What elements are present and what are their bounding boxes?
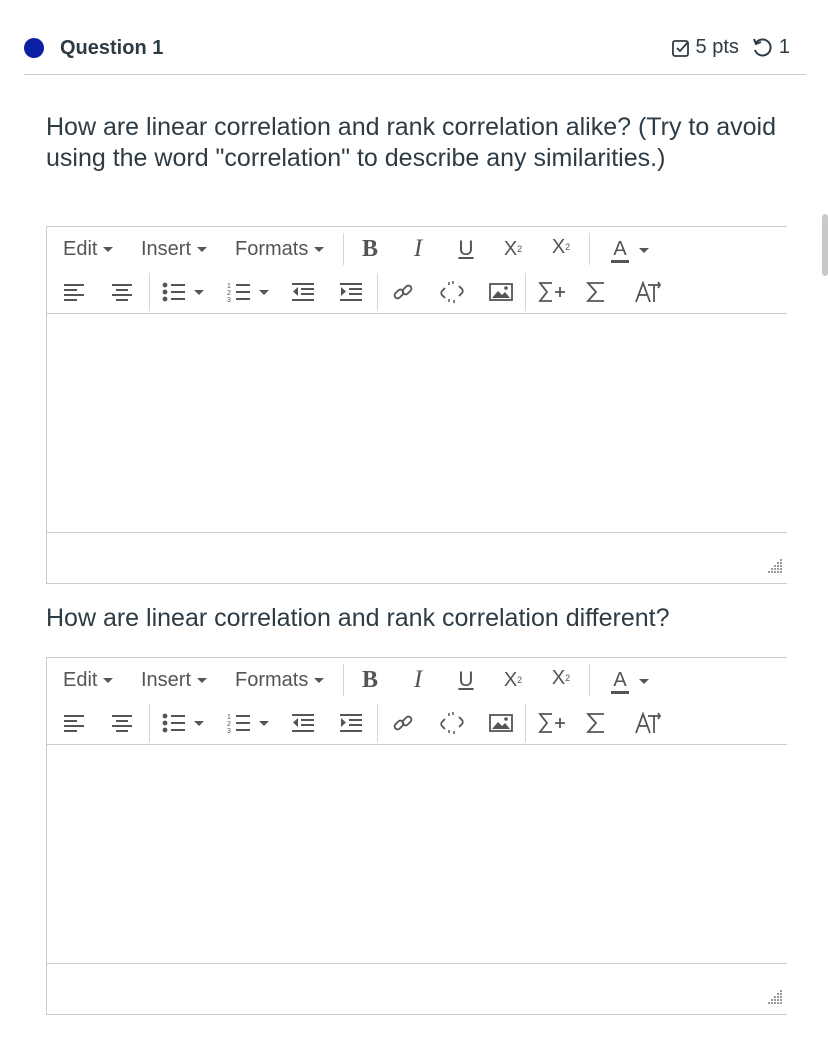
italic-button[interactable]: I <box>413 666 423 693</box>
toolbar-row-1 <box>47 658 787 702</box>
superscript-button[interactable] <box>547 664 575 692</box>
image-icon[interactable] <box>487 279 515 305</box>
resize-handle-icon[interactable] <box>767 558 783 579</box>
toolbar-separator <box>377 704 378 742</box>
question-meta <box>671 36 790 59</box>
indent-icon[interactable] <box>337 279 365 305</box>
formats-menu[interactable] <box>235 235 324 263</box>
svg-text:1: 1 <box>227 714 231 721</box>
chevron-down-icon <box>103 678 113 683</box>
toolbar-separator <box>589 664 590 696</box>
sum-icon[interactable] <box>583 279 609 305</box>
outdent-icon[interactable] <box>289 710 317 736</box>
subscript-button[interactable] <box>499 666 527 694</box>
align-left-icon[interactable] <box>61 710 87 736</box>
insert-menu[interactable] <box>141 235 207 263</box>
toolbar-separator <box>343 233 344 265</box>
bullet-list-icon[interactable] <box>161 710 211 736</box>
rich-text-editor-2 <box>46 657 787 1015</box>
bold-button[interactable]: B <box>361 235 378 262</box>
chevron-down-icon <box>639 679 649 684</box>
image-icon[interactable] <box>487 710 515 736</box>
insert-menu-label: Insert <box>141 668 192 691</box>
subscript-label: X <box>503 668 518 691</box>
toolbar-row-2 <box>47 271 787 313</box>
subscript-label: X <box>503 237 518 260</box>
numbered-list-icon[interactable] <box>227 279 277 305</box>
font-color-label: A <box>611 238 628 263</box>
toolbar-separator <box>149 273 150 311</box>
superscript-label: X <box>551 235 566 258</box>
checkbox-icon <box>671 38 691 58</box>
toolbar-separator <box>525 704 526 742</box>
font-color-button[interactable] <box>605 235 655 265</box>
bullet-list-icon[interactable] <box>161 279 211 305</box>
rich-text-editor-1 <box>46 226 787 584</box>
chevron-down-icon <box>639 248 649 253</box>
editor-toolbar <box>47 227 787 314</box>
question-prompt-1: How are linear correlation and rank correlation alike? (Try to avoid using the word "correlation" to describe any similarities.) <box>46 113 776 172</box>
rtl-icon[interactable] <box>633 710 663 736</box>
toolbar-row-2 <box>47 702 787 744</box>
subscript-mark: 2 <box>517 675 523 685</box>
unlink-icon[interactable] <box>437 710 467 736</box>
insert-menu-label: Insert <box>141 237 192 260</box>
superscript-mark: 2 <box>565 673 571 683</box>
page-scrollbar[interactable] <box>822 214 828 276</box>
editor-toolbar <box>47 658 787 745</box>
editor-statusbar <box>47 963 787 1014</box>
underline-button[interactable]: U <box>458 668 474 691</box>
align-center-icon[interactable] <box>109 279 135 305</box>
attempts-count: 1 <box>778 36 790 58</box>
chevron-down-icon <box>197 678 207 683</box>
toolbar-separator <box>149 704 150 742</box>
question-status-dot <box>24 38 44 58</box>
chevron-down-icon <box>314 247 324 252</box>
toolbar-separator <box>525 273 526 311</box>
toolbar-separator <box>377 273 378 311</box>
superscript-button[interactable] <box>547 233 575 261</box>
edit-menu[interactable] <box>63 666 113 694</box>
question-prompt-2: How are linear correlation and rank correlation different? <box>46 604 670 632</box>
editor-content-area[interactable] <box>47 745 787 963</box>
superscript-label: X <box>551 666 566 689</box>
question-title: Question 1 <box>60 37 164 59</box>
question-points: 5 pts <box>695 36 739 58</box>
svg-text:3: 3 <box>227 728 231 734</box>
rtl-icon[interactable] <box>633 279 663 305</box>
editor-statusbar <box>47 532 787 583</box>
formats-menu-label: Formats <box>235 237 309 260</box>
font-color-label: A <box>611 669 628 694</box>
link-icon[interactable] <box>389 710 417 736</box>
toolbar-separator <box>343 664 344 696</box>
sum-icon[interactable] <box>583 710 609 736</box>
chevron-down-icon <box>197 247 207 252</box>
svg-text:2: 2 <box>227 721 231 728</box>
formats-menu-label: Formats <box>235 668 309 691</box>
superscript-mark: 2 <box>565 242 571 252</box>
attempts-icon <box>751 37 773 59</box>
underline-button[interactable]: U <box>458 237 474 260</box>
numbered-list-icon[interactable] <box>227 710 277 736</box>
link-icon[interactable] <box>389 279 417 305</box>
svg-text:3: 3 <box>227 297 231 303</box>
edit-menu-label: Edit <box>63 668 98 691</box>
font-color-button[interactable] <box>605 666 655 696</box>
align-center-icon[interactable] <box>109 710 135 736</box>
edit-menu-label: Edit <box>63 237 98 260</box>
subscript-button[interactable] <box>499 235 527 263</box>
toolbar-separator <box>589 233 590 265</box>
editor-content-area[interactable] <box>47 314 787 532</box>
equation-icon[interactable] <box>537 710 567 736</box>
italic-button[interactable]: I <box>413 235 423 262</box>
edit-menu[interactable] <box>63 235 113 263</box>
chevron-down-icon <box>314 678 324 683</box>
toolbar-row-1 <box>47 227 787 271</box>
insert-menu[interactable] <box>141 666 207 694</box>
question-header <box>24 30 806 75</box>
align-left-icon[interactable] <box>61 279 87 305</box>
resize-handle-icon[interactable] <box>767 989 783 1010</box>
outdent-icon[interactable] <box>289 279 317 305</box>
formats-menu[interactable] <box>235 666 324 694</box>
svg-text:2: 2 <box>227 290 231 297</box>
equation-icon[interactable] <box>537 279 567 305</box>
subscript-mark: 2 <box>517 244 523 254</box>
bold-button[interactable]: B <box>361 666 378 693</box>
chevron-down-icon <box>103 247 113 252</box>
indent-icon[interactable] <box>337 710 365 736</box>
svg-text:1: 1 <box>227 283 231 290</box>
unlink-icon[interactable] <box>437 279 467 305</box>
